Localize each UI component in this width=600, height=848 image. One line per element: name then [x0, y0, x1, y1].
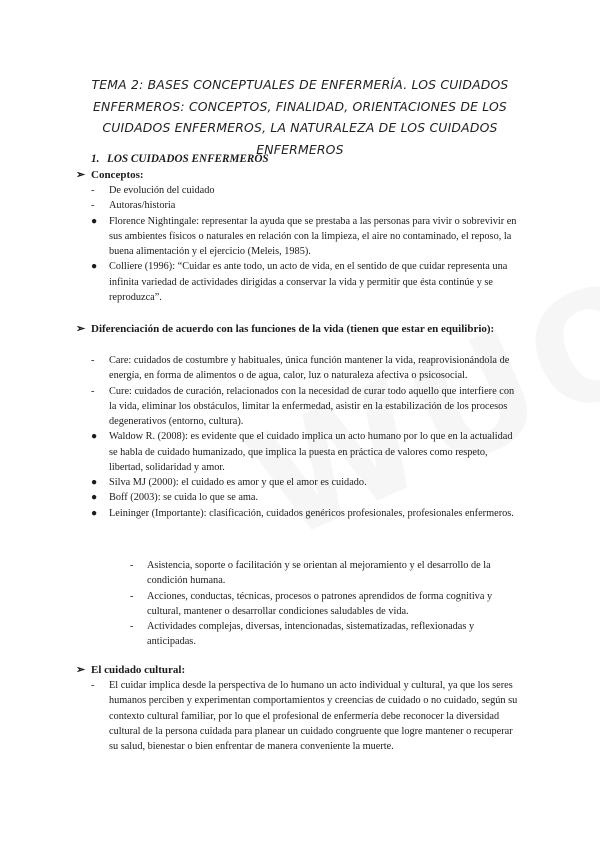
list-marker: ●	[91, 215, 98, 227]
list-marker: ●	[91, 477, 98, 488]
list-item	[90, 475, 520, 490]
list-marker: -	[130, 621, 134, 632]
subsection-conceptos	[76, 168, 144, 181]
cultural-list	[90, 678, 520, 754]
list-item	[90, 678, 520, 754]
list-item-text: Florence Nightingale: representar la ayuda que se prestaba a las personas para vivir o sobrevivir en sus ambientes físicos o naturales en relación con la limpieza, el aire no contaminado, el reposo, la buena alimentación y el ejercicio (Meleis, 1985).	[109, 215, 517, 257]
list-marker: -	[91, 680, 95, 691]
list-item-text: Autoras/historia	[109, 200, 176, 212]
arrow-bullet-icon: ➢	[76, 664, 86, 676]
list-item	[90, 506, 520, 521]
subsection-label: El cuidado cultural:	[91, 664, 186, 676]
list-item	[90, 183, 520, 198]
subsection-cuidado-cultural	[76, 663, 185, 676]
page-title: TEMA 2: BASES CONCEPTUALES DE ENFERMERÍA. LOS CUIDADOS ENFERMEROS: CONCEPTOS, FINALIDAD, ORIENTACIONES DE LOS CUIDADOS ENFERMEROS, LA NATURALEZA DE LOS CUIDADOS ENFERMEROS	[91, 77, 509, 157]
list-marker: -	[91, 185, 95, 196]
sublist-item	[128, 589, 520, 620]
list-item-text: Boff (2003): se cuida lo que se ama.	[109, 492, 259, 504]
subsection-label: Diferenciación de acuerdo con las funciones de la vida (tienen que estar en equilibrio):	[91, 323, 495, 335]
subsection-diferenciacion	[76, 322, 494, 335]
list-item	[90, 384, 520, 430]
section-heading-1	[91, 153, 269, 165]
leininger-sublist	[128, 558, 520, 650]
diferenciacion-list	[90, 353, 520, 521]
heading-number: 1.	[91, 153, 100, 165]
list-item	[90, 214, 520, 260]
list-item-text: Care: cuidados de costumbre y habituales, única función mantener la vida, reaprovisionándola de energía, en forma de alimentos o de agua, calor, luz o naturaleza afectiva o psicosocial.	[109, 355, 510, 382]
sublist-item	[128, 558, 520, 589]
list-marker: -	[91, 355, 95, 366]
list-item-text: Asistencia, soporte o facilitación y se orientan al mejoramiento y el desarrollo de la condición humana.	[147, 560, 491, 587]
sublist-item	[128, 619, 520, 650]
arrow-bullet-icon: ➢	[76, 169, 86, 181]
list-marker: -	[91, 385, 95, 397]
list-item-text: Leininger (Importante): clasificación, cuidados genéricos profesionales, profesionales enfermeros.	[109, 507, 514, 519]
list-marker: ●	[91, 492, 98, 504]
list-item-text: Acciones, conductas, técnicas, procesos o patrones aprendidos de forma cognitiva y cultural, mantener o desarrollar condiciones saludables de vida.	[147, 590, 493, 617]
heading-text: LOS CUIDADOS ENFERMEROS	[107, 153, 269, 165]
list-marker: -	[130, 560, 134, 571]
arrow-bullet-icon: ➢	[76, 323, 86, 335]
list-marker: -	[130, 590, 134, 602]
list-item-text: Waldow R. (2008): es evidente que el cuidado implica un acto humano por lo que en la actualidad se habla de cuidado humanizado, que implica la puesta en práctica de valores como respeto, libertad, solidaridad y amor.	[109, 431, 513, 473]
list-item-text: Colliere (1996): “Cuidar es ante todo, un acto de vida, en el sentido de que cuidar representa una infinita variedad de actividades dirigidas a conservar la vida y permitir que ésta continúe y se reproduzca”.	[109, 261, 508, 303]
list-item-text: De evolución del cuidado	[109, 185, 215, 196]
list-item	[90, 259, 520, 305]
list-item-text: Cure: cuidados de curación, relacionados con la necesidad de curar todo aquello que interfiere con la vida, eliminar los obstáculos, limitar la enfermedad, asistir en la estabilización de los procesos degenerativos (entorno, cultura).	[109, 385, 515, 427]
list-marker: -	[91, 200, 95, 212]
list-item	[90, 198, 520, 213]
list-marker: ●	[91, 507, 98, 519]
list-item	[90, 490, 520, 505]
list-marker: ●	[91, 261, 98, 273]
list-item	[90, 429, 520, 475]
conceptos-list	[90, 183, 520, 305]
list-item-text: Silva MJ (2000): el cuidado es amor y que el amor es cuidado.	[109, 477, 367, 488]
list-item	[90, 353, 520, 384]
list-item-text: El cuidar implica desde la perspectiva de lo humano un acto individual y cultural, ya que los seres humanos perciben y experimentan comportamientos y creencias de cuidado o no cuidado, según su contexto cultural familiar, por lo que el profesional de enfermería debe reconocer la diversidad cultural de la persona cuidada para planear un cuidado congruente que logre mantener o recuperar su salud, bienestar o bien enfrentar de manera conveniente la muerte.	[109, 680, 518, 752]
list-marker: ●	[91, 431, 98, 443]
subsection-label: Conceptos:	[91, 169, 144, 181]
list-item-text: Actividades complejas, diversas, intencionadas, sistematizadas, reflexionadas y anticipadas.	[147, 621, 475, 648]
